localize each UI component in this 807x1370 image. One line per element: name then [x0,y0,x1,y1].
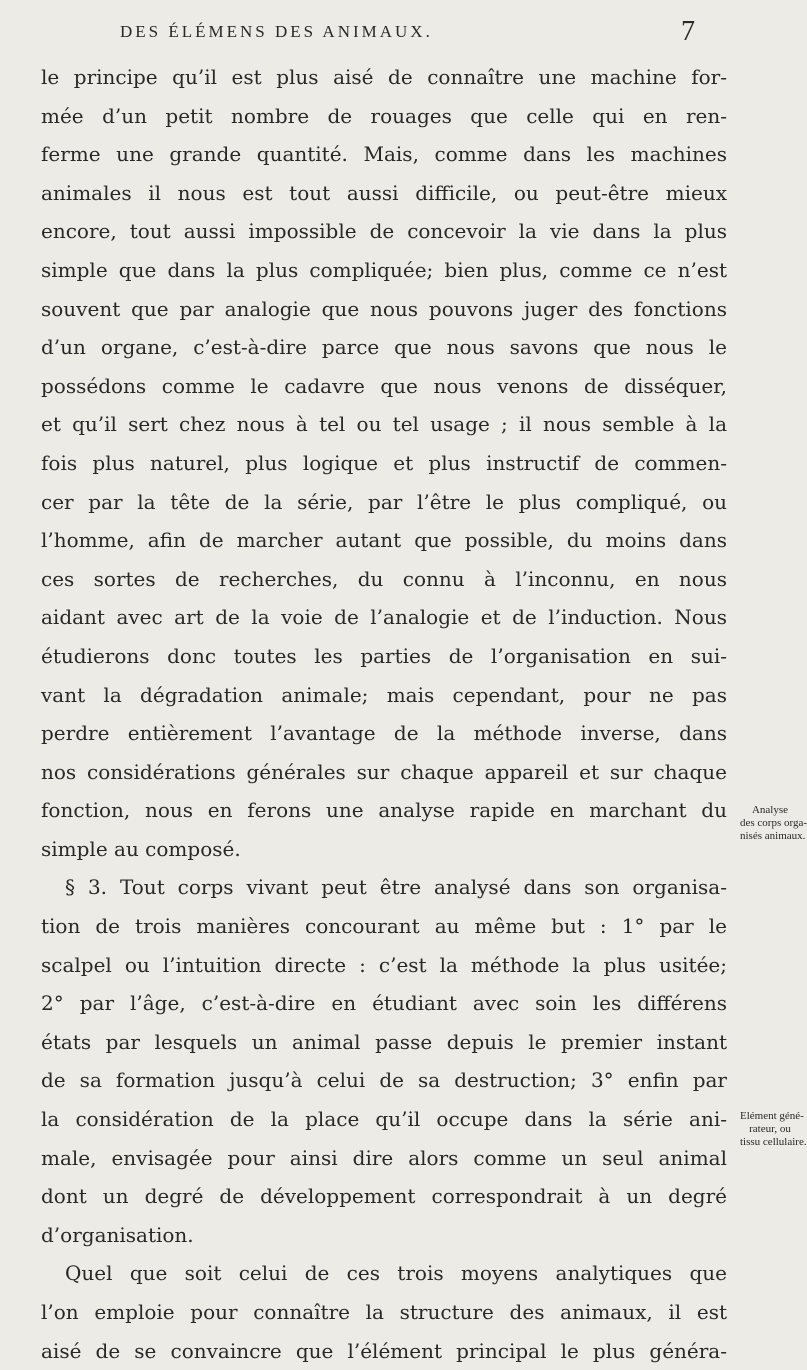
text-line: simple que dans la plus compliquée; bien plus, comme ce n’est [41,257,727,282]
text-line: le principe qu’il est plus aisé de connaître une machine for- [41,65,727,89]
text-line: d’organisation. [41,1222,194,1247]
margin-note-line: tissu cellulaire. [740,1136,807,1148]
margin-note-line: Analyse [751,804,789,816]
text-line: Quel que soit celui de ces trois moyens analytiques que [65,1261,727,1286]
text-line: d’un organe, c’est-à-dire parce que nous savons que nous le [41,335,727,360]
text-line: fois plus naturel, plus logique et plus instructif de commen- [41,450,727,475]
margin-note-line: des corps orga- [740,817,807,829]
text-line: l’homme, afin de marcher autant que possible, du moins dans [41,528,727,553]
text-line: fonction, nous en ferons une analyse rapide en marchant du [41,798,727,823]
text-line: la considération de la place qu’il occupe dans la série ani- [41,1107,727,1132]
text-line: et qu’il sert chez nous à tel ou tel usage ; il nous semble à la [41,412,727,437]
text-line: souvent que par analogie que nous pouvons juger des fonctions [41,296,727,321]
margin-note-element [740,1110,807,1149]
text-line: male, envisagée pour ainsi dire alors comme un seul animal [41,1145,727,1170]
text-line: ces sortes de recherches, du connu à l’inconnu, en nous [41,566,727,591]
text-line: états par lesquels un animal passe depuis le premier instant [41,1029,727,1054]
text-line: perdre entièrement l’avantage de la méthode inverse, dans [41,721,727,746]
text-line: encore, tout aussi impossible de concevoir la vie dans la plus [41,219,727,244]
running-title: DES ÉLÉMENS DES ANIMAUX. [120,22,433,41]
body-text [41,58,727,1370]
text-line: 2° par l’âge, c’est-à-dire en étudiant avec soin les différens [41,991,727,1016]
text-line: vant la dégradation animale; mais cependant, pour ne pas [41,682,727,707]
text-line: mée d’un petit nombre de rouages que celle qui en ren- [41,103,727,128]
text-line: animales il nous est tout aussi difficile, ou peut-être mieux [41,180,727,205]
margin-note-line: Elément géné- [740,1110,804,1122]
text-line: cer par la tête de la série, par l’être le plus compliqué, ou [41,489,727,514]
text-line: tion de trois manières concourant au même but : 1° par le [41,914,727,939]
margin-note-line: rateur, ou [749,1123,791,1135]
text-line: de sa formation jusqu’à celui de sa destruction; 3° enfin par [41,1068,727,1093]
text-line: aisé de se convaincre que l’élément principal le plus généra- [41,1338,727,1363]
text-line: possédons comme le cadavre que nous venons de disséquer, [41,373,727,398]
section-heading-line: § 3. Tout corps vivant peut être analysé dans son organisa- [65,875,727,900]
margin-note-analysis [740,804,807,843]
text-line: l’on emploie pour connaître la structure des animaux, il est [41,1300,727,1324]
text-line: scalpel ou l’intuition directe : c’est la méthode la plus usitée; [41,952,727,977]
text-line: dont un degré de développement correspondrait à un degré [41,1184,727,1209]
text-line: simple au composé. [41,836,241,861]
text-line: aidant avec art de la voie de l’analogie et de l’induction. Nous [41,605,727,630]
margin-note-line: nisés animaux. [740,830,806,842]
text-line: nos considérations générales sur chaque appareil et sur chaque [41,759,727,784]
text-line: ferme une grande quantité. Mais, comme dans les machines [41,142,727,167]
text-line: étudierons donc toutes les parties de l’organisation en sui- [41,643,727,668]
page-number: 7 [681,16,695,47]
